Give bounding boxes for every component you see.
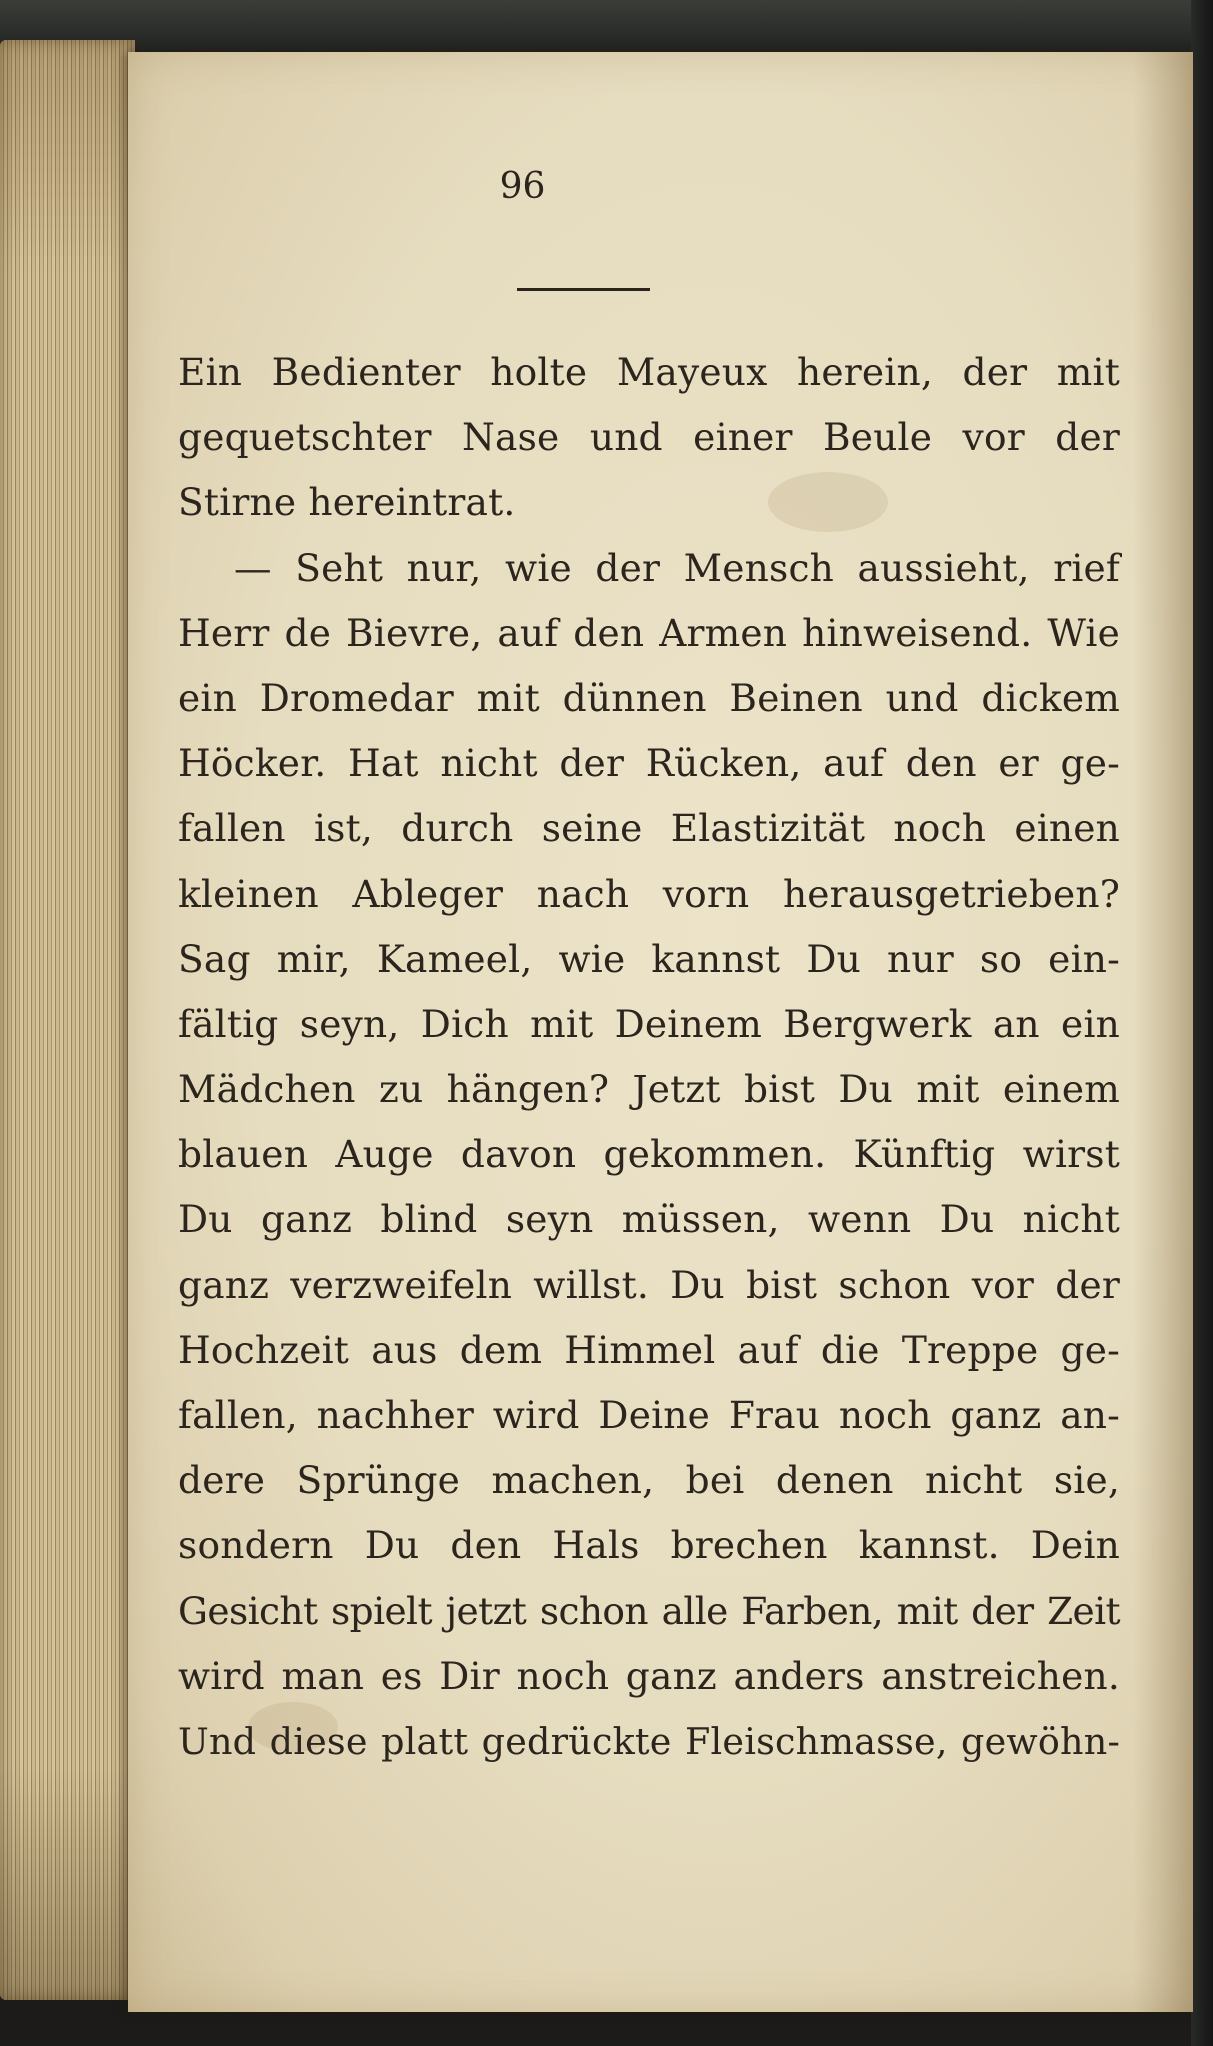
page-stack-shade	[0, 40, 135, 2000]
text-line: gequetschter Nase und einer Beule vor der	[178, 415, 1120, 460]
text-line: Herr de Bievre, auf den Armen hinweisend. Wie	[178, 610, 1120, 655]
text-line: Hochzeit aus dem Himmel auf die Treppe ge-	[178, 1327, 1120, 1372]
text-line: dere Sprünge machen, bei denen nicht sie,	[178, 1458, 1120, 1503]
text-line: Gesicht spielt jetzt schon alle Farben, mit der Zeit	[178, 1588, 1120, 1633]
text-line: — Seht nur, wie der Mensch aussieht, rief	[234, 545, 1120, 590]
text-line: Sag mir, Kameel, wie kannst Du nur so ein-	[178, 936, 1120, 981]
text-line: ein Dromedar mit dünnen Beinen und dickem	[178, 675, 1120, 720]
text-line: sondern Du den Hals brechen kannst. Dein	[178, 1523, 1120, 1568]
text-line: fallen, nachher wird Deine Frau noch ganz an-	[178, 1393, 1120, 1437]
book-cover-right-edge	[1191, 0, 1213, 2046]
text-line: ganz verzweifeln willst. Du bist schon vor der	[178, 1262, 1120, 1307]
text-line: Ein Bedienter holte Mayeux herein, der mit	[178, 350, 1120, 394]
text-line: Mädchen zu hängen? Jetzt bist Du mit einem	[178, 1067, 1120, 1112]
text-line: wird man es Dir noch ganz anders anstreichen.	[178, 1653, 1120, 1698]
page-gutter-shadow	[1133, 52, 1193, 2012]
header-rule	[517, 288, 650, 291]
text-line: blauen Auge davon gekommen. Künftig wirst	[178, 1132, 1120, 1177]
text-line: Stirne hereintrat.	[178, 480, 516, 525]
page-number: 96	[499, 166, 546, 207]
text-line: kleinen Ableger nach vorn herausgetrieben?	[178, 871, 1120, 916]
text-line: fallen ist, durch seine Elastizität noch einen	[178, 806, 1120, 851]
text-line: Und diese platt gedrückte Fleischmasse, gewöhn-	[178, 1719, 1120, 1763]
body-text	[178, 340, 1120, 1774]
book-cover-edge	[0, 0, 1213, 58]
text-line: fältig seyn, Dich mit Deinem Bergwerk an ein	[178, 1001, 1120, 1046]
text-line: Du ganz blind seyn müssen, wenn Du nicht	[178, 1197, 1120, 1242]
text-line: Höcker. Hat nicht der Rücken, auf den er ge-	[178, 741, 1120, 786]
